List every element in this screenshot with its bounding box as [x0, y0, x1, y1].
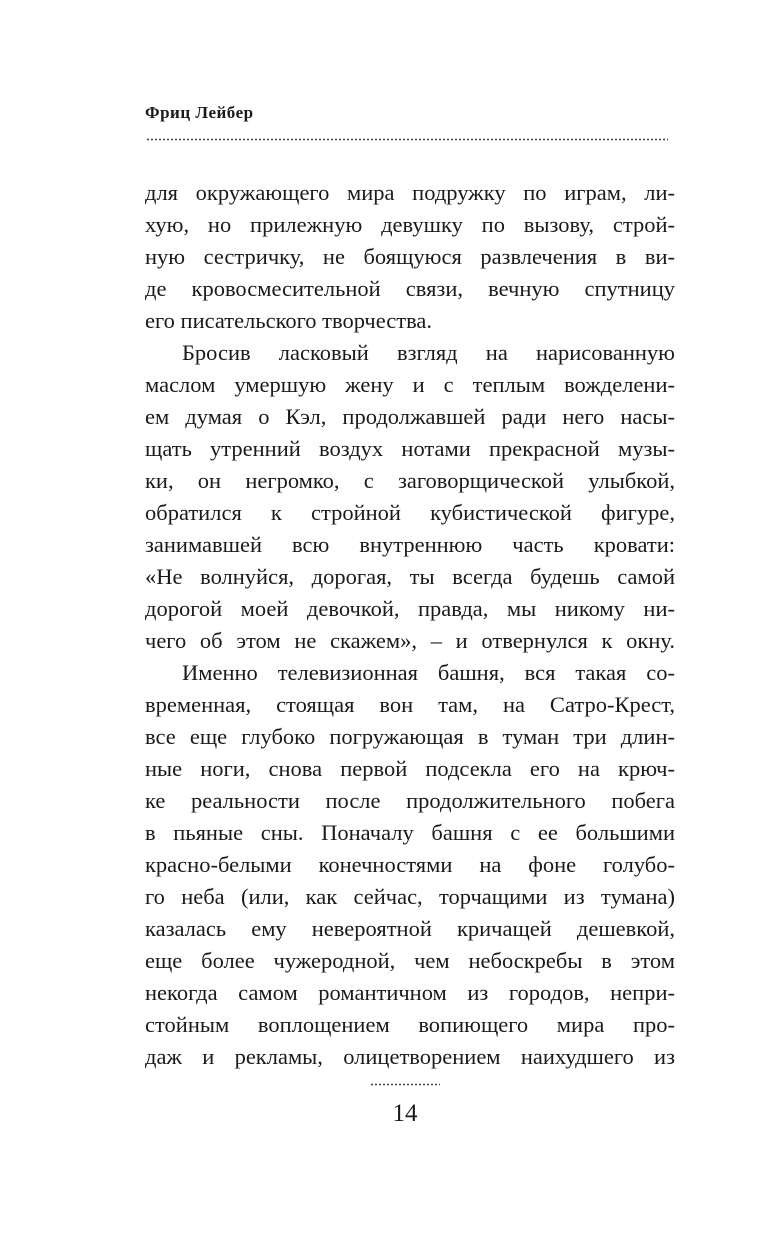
text-line: щать утренний воздух нотами прекрасной музы- [145, 436, 675, 461]
text-line: «Не волнуйся, дорогая, ты всегда будешь самой [145, 564, 675, 589]
page-number: 14 [392, 1100, 418, 1127]
text-line: чего об этом не скажем», – и отвернулся к окну. [145, 628, 675, 653]
text-line: ные ноги, снова первой подсекла его на крюч- [145, 756, 675, 781]
text-line: казалась ему невероятной кричащей дешевкой, [145, 916, 675, 941]
text-line: красно-белыми конечностями на фоне голубо- [145, 852, 675, 877]
text-line: все еще глубоко погружающая в туман три длин- [145, 724, 675, 749]
text-line: де кровосмесительной связи, вечную спутницу [145, 276, 675, 301]
text-line: ке реальности после продолжительного побега [145, 788, 675, 813]
running-head: Фриц Лейбер [145, 103, 254, 122]
text-line: еще более чужеродной, чем небоскребы в этом [145, 948, 675, 973]
text-line: го неба (или, как сейчас, торчащими из тумана) [145, 884, 675, 909]
text-line: некогда самом романтичном из городов, непри- [145, 980, 675, 1005]
text-line: ки, он негромко, с заговорщической улыбкой, [145, 468, 675, 493]
text-line: обратился к стройной кубистической фигуре, [145, 500, 675, 525]
footer-dotted-rule [370, 1083, 440, 1086]
paragraph-2 [145, 337, 675, 657]
text-line: ную сестричку, не боящуюся развлечения в ви- [145, 244, 675, 269]
text-line: временная, стоящая вон там, на Сатро-Крест, [145, 692, 675, 717]
text-line: хую, но прилежную девушку по вызову, строй- [145, 212, 675, 237]
text-line: Именно телевизионная башня, вся такая со- [182, 660, 675, 685]
text-line: ем думая о Кэл, продолжавшей ради него насы- [145, 404, 675, 429]
body-text [145, 177, 675, 1073]
paragraph-3 [145, 657, 675, 1073]
text-line: в пьяные сны. Поначалу башня с ее большими [145, 820, 675, 845]
paragraph-1 [145, 177, 675, 337]
header-dotted-rule [146, 138, 668, 141]
text-line: маслом умершую жену и с теплым вожделени- [145, 372, 675, 397]
text-line: дорогой моей девочкой, правда, мы никому ни- [145, 596, 675, 621]
text-line: стойным воплощением вопиющего мира про- [145, 1012, 675, 1037]
text-line: даж и рекламы, олицетворением наихудшего из [145, 1044, 675, 1069]
text-line: для окружающего мира подружку по играм, ли- [145, 180, 675, 205]
text-line: занимавшей всю внутреннюю часть кровати: [145, 532, 675, 557]
text-line: Бросив ласковый взгляд на нарисованную [182, 340, 675, 365]
text-line: его писательского творчества. [145, 308, 433, 333]
